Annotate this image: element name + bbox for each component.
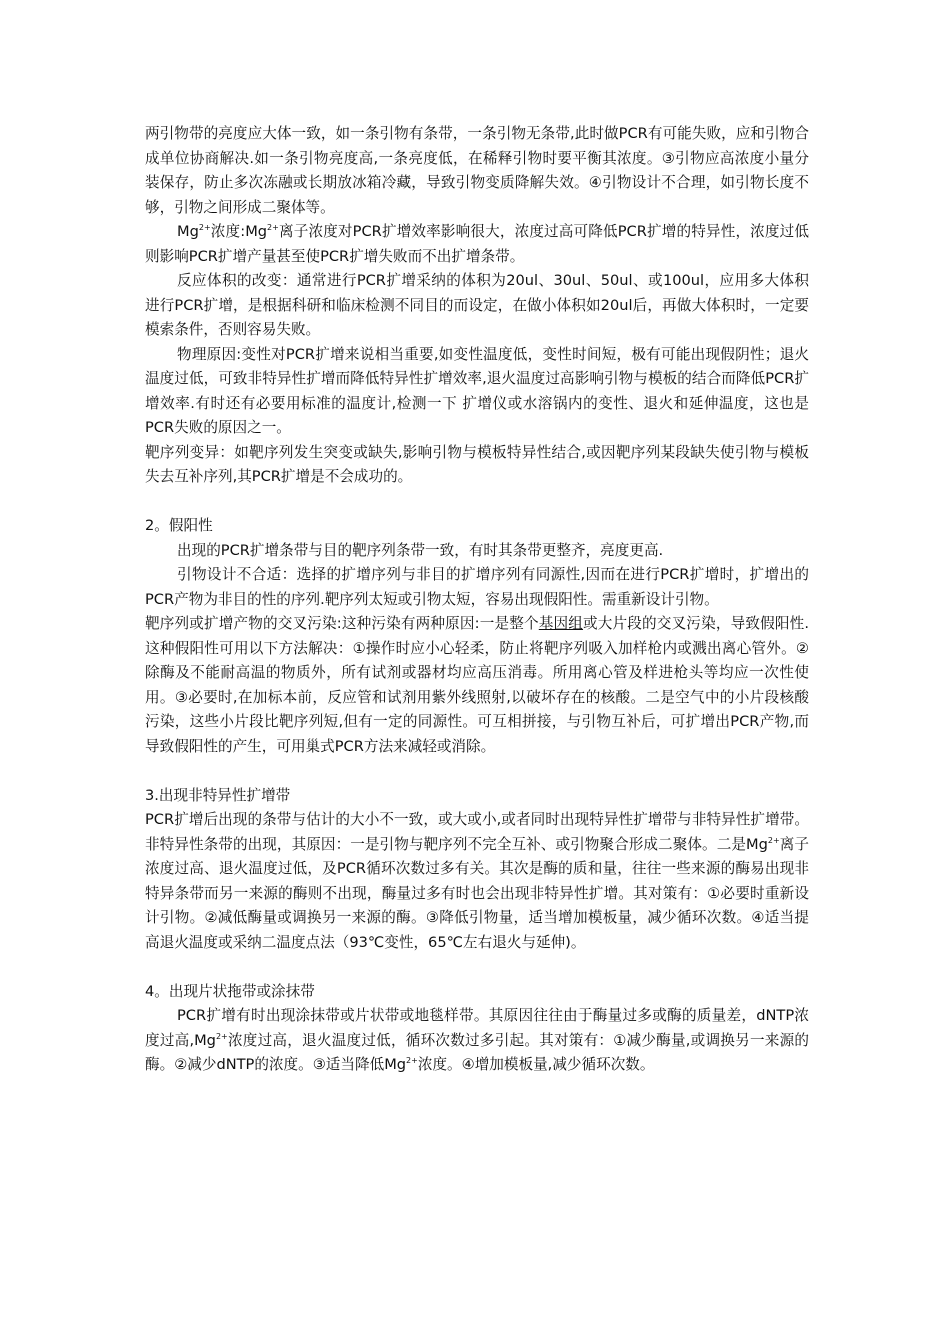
- paragraph-reaction-volume: 反应体积的改变：通常进行PCR扩增采纳的体积为20ul、30ul、50ul、或100ul，应用多大体积进行PCR扩增，是根据科研和临床检测不同目的而设定，在做小体积如20ul后，再做大体积时，一定要模索条件，否则容易失败。: [145, 272, 809, 338]
- paragraph-nonspecific-bands: [145, 808, 809, 955]
- paragraph-target-variation: 靶序列变异：如靶序列发生突变或缺失,影响引物与模板特异性结合,或因靶序列某段缺失使引物与模板失去互补序列,其PCR扩增是不会成功的。: [145, 443, 809, 485]
- text-run: 或大片段的交叉污染，导致假阳性.这种假阳性可用以下方法解决：①操作时应小心轻柔，防止将靶序列吸入加样枪内或溅出离心管外。②除酶及不能耐高温的物质外，所有试剂或器材均应高压消毒。所用离心管及样进枪头等均应一次性使用。③必要时,在加标本前，反应管和试剂用紫外线照射,以破坏存在的核酸。二是空气中的小片段核酸污染，这些小片段比靶序列短,但有一定的同源性。可互相拼接，与引物互补后，可扩增出PCR产物,而导致假阳性的产生，可用巢式PCR方法来减轻或消除。: [145, 615, 809, 755]
- text-run: 靶序列或扩增产物的交叉污染:这种污染有两种原因:一是整个: [145, 615, 539, 632]
- text-run: 离子浓度对PCR扩增效率影响很大，浓度过高可降低PCR扩增的特异性，浓度过低则影响PCR扩增产量甚至使PCR扩增失败而不出扩增条带。: [145, 223, 809, 265]
- text-run: PCR扩增后出现的条带与估计的大小不一致，或大或小,或者同时出现特异性扩增带与非特异性扩增带。非特异性条带的出现，其原因：一是引物与靶序列不完全互补、或引物聚合形成二聚体。二是Mg: [145, 811, 809, 853]
- superscript: 2+: [267, 223, 279, 233]
- paragraph-physical-causes: 物理原因:变性对PCR扩增来说相当重要,如变性温度低，变性时间短，极有可能出现假阴性；退火温度过低，可致非特异性扩增而降低特异性扩增效率,退火温度过高影响引物与模板的结合而降低PCR扩增效率.有时还有必要用标准的温度计,检测一下 扩增仪或水溶锅内的变性、退火和延伸温度，这也是PCR失败的原因之一。: [145, 345, 809, 436]
- text-run: Mg: [177, 223, 199, 240]
- paragraph-primer-design: 引物设计不合适：选择的扩增序列与非目的扩增序列有同源性,因而在进行PCR扩增时，扩增出的PCR产物为非目的性的序列.靶序列太短或引物太短，容易出现假阳性。需重新设计引物。: [145, 566, 809, 608]
- document-body: [145, 122, 809, 1078]
- section-heading-false-positive: 2。假阳性: [145, 517, 213, 534]
- section-heading-smear: 4。出现片状拖带或涂抹带: [145, 982, 315, 1000]
- text-run: PCR扩增有时出现涂抹带或片状带或地毯样带。其原因往往由于酶量过多或酶的质量差，dNTP浓度过高,Mg: [145, 1007, 809, 1049]
- paragraph-false-positive-intro: 出现的PCR扩增条带与目的靶序列条带一致，有时其条带更整齐，亮度更高.: [177, 541, 664, 559]
- text-run: 离子浓度过高、退火温度过低，及PCR循环次数过多有关。其次是酶的质和量，往往一些来源的酶易出现非特异条带而另一来源的酶则不出现，酶量过多有时也会出现非特异性扩增。其对策有：①必要时重新设计引物。②减低酶量或调换另一来源的酶。③降低引物量，适当增加模板量，减少循环次数。④适当提高退火温度或采纳二温度点法（93℃变性，65℃左右退火与延伸)。: [145, 835, 809, 951]
- text-run: 浓度过高，退火温度过低，循环次数过多引起。其对策有：①减少酶量,或调换另一来源的酶。②减少dNTP的浓度。③适当降低Mg: [145, 1031, 809, 1073]
- section-heading-nonspecific: 3.出现非特异性扩增带: [145, 786, 291, 804]
- text-run: 浓度:Mg: [210, 223, 268, 240]
- superscript: 2+: [215, 1031, 228, 1041]
- superscript: 2+: [767, 835, 780, 845]
- paragraph-primer-brightness: 两引物带的亮度应大体一致，如一条引物有条带，一条引物无条带,此时做PCR有可能失败，应和引物合成单位协商解决.如一条引物亮度高,一条亮度低，在稀释引物时要平衡其浓度。③引物应高浓度小量分装保存，防止多次冻融或长期放冰箱冷藏，导致引物变质降解失效。④引物设计不合理，如引物长度不够，引物之间形成二聚体等。: [145, 125, 809, 216]
- superscript: 2+: [198, 223, 211, 233]
- genome-link[interactable]: 基因组: [538, 615, 584, 632]
- paragraph-mg-concentration: [145, 220, 809, 269]
- superscript: 2+: [406, 1056, 418, 1066]
- text-run: 浓度。④增加模板量,减少循环次数。: [417, 1056, 655, 1073]
- paragraph-cross-contamination: [145, 612, 809, 759]
- paragraph-smear-bands: [145, 1004, 809, 1078]
